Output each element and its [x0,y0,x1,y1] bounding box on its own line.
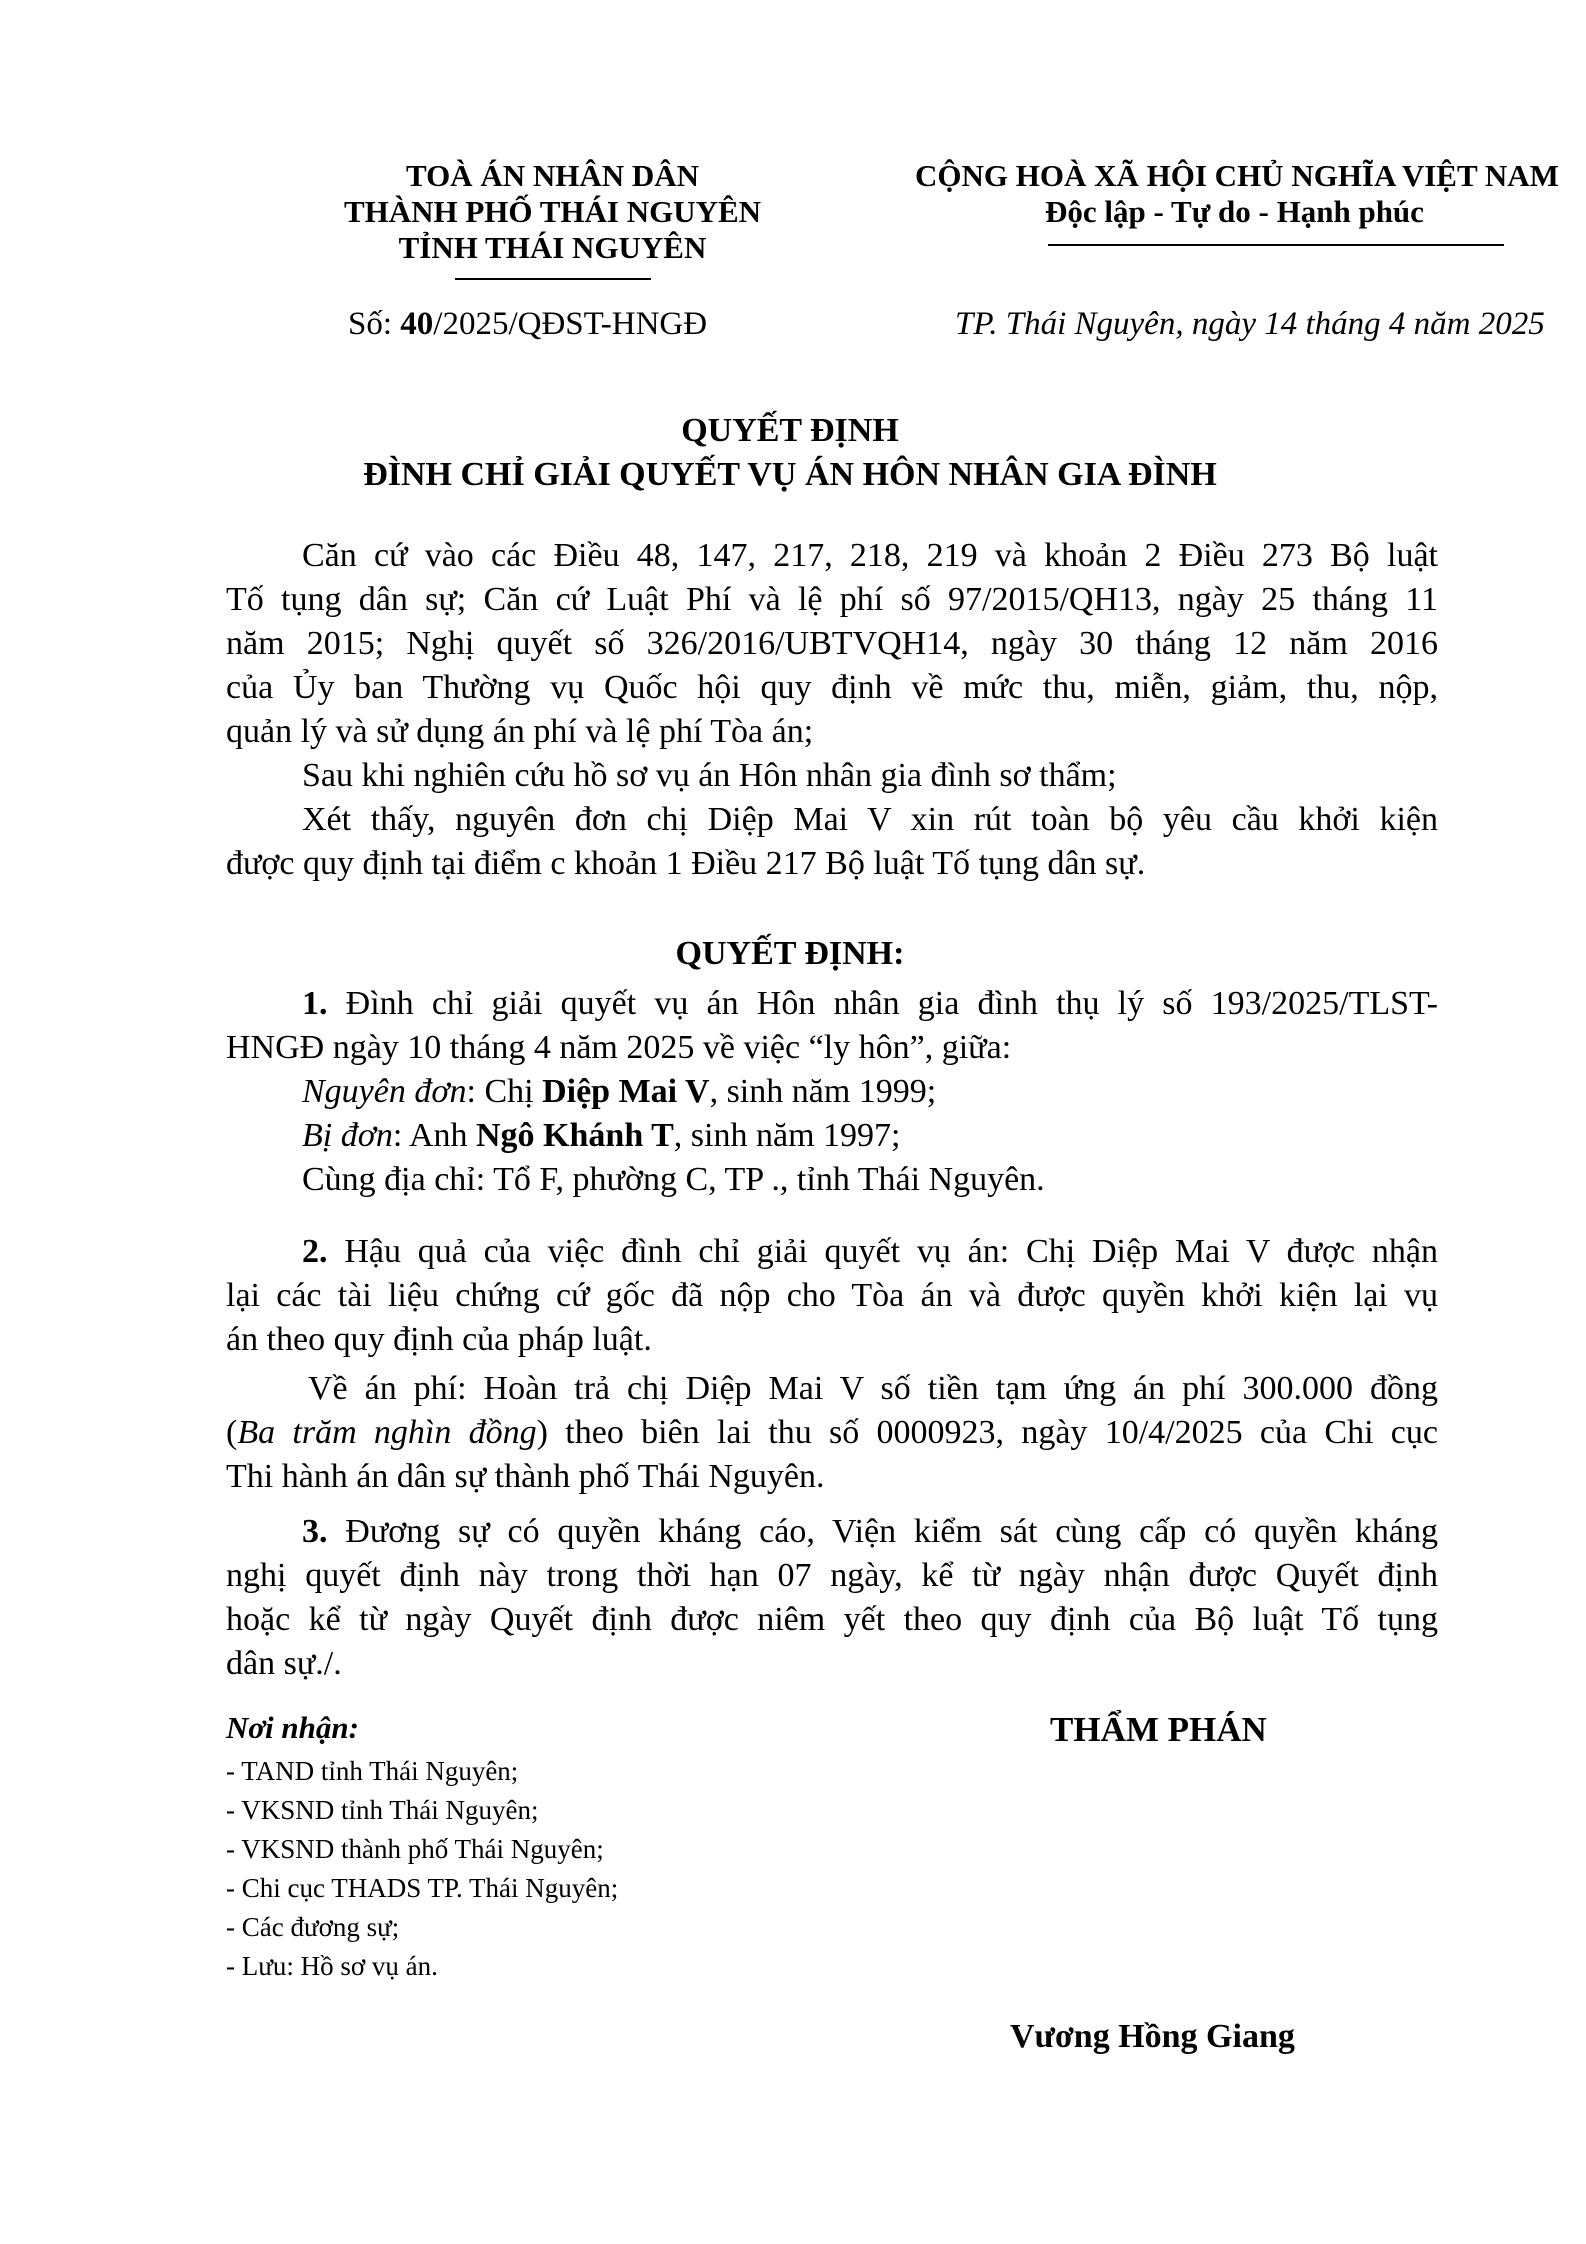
preamble-review: Sau khi nghiên cứu hồ sơ vụ án Hôn nhân gia đình sơ thẩm; [302,757,1117,794]
list-item: - VKSND tỉnh Thái Nguyên; [226,1795,539,1825]
motto-underline [1048,244,1504,246]
list-item: - VKSND thành phố Thái Nguyên; [226,1834,604,1864]
defendant-line: Bị đơn: Anh Ngô Khánh T, sinh năm 1997; [302,1117,901,1154]
preamble-finding: Xét thấy, nguyên đơn chị Diệp Mai V xin rút toàn bộ yêu cầu khởi kiện [302,801,1438,838]
document-subtitle: ĐÌNH CHỈ GIẢI QUYẾT VỤ ÁN HÔN NHÂN GIA ĐÌNH [363,456,1217,493]
court-fee-paragraph: Về án phí: Hoàn trả chị Diệp Mai V số tiền tạm ứng án phí 300.000 đồng (Ba trăm nghìn đồng) theo biên lai thu số 0000923, ngày 10/4/2025 của Chi cục Thi hành án dân sự thành phố Thái Nguyên. [226,1370,1438,1495]
decision-item-3: 3. Đương sự có quyền kháng cáo, Viện kiểm sát cùng cấp có quyền kháng nghị quyết định này trong thời hạn 07 ngày, kể từ ngày nhận được Quyết định hoặc kể từ ngày Quyết định được niêm yết theo quy định của Bộ luật Tố tụng dân sự./. [226,1513,1438,1682]
list-item: - Lưu: Hồ sơ vụ án. [226,1951,438,1981]
decision-number: Số: 40/2025/QĐST-HNGĐ [348,306,708,342]
court-name-line3: TỈNH THÁI NGUYÊN [398,230,707,265]
national-name: CỘNG HOÀ XÃ HỘI CHỦ NGHĨA VIỆT NAM [915,158,1559,193]
list-item: - Chi cục THADS TP. Thái Nguyên; [226,1873,619,1903]
court-name-block [300,158,805,266]
issue-date: TP. Thái Nguyên, ngày 14 tháng 4 năm 2025 [955,306,1545,342]
decision-heading: QUYẾT ĐỊNH: [675,935,905,972]
address-line: Cùng địa chỉ: Tổ F, phường C, TP ., tỉnh Thái Nguyên. [302,1161,1045,1198]
national-motto: Độc lập - Tự do - Hạnh phúc [1045,194,1424,229]
list-item: - Các đương sự; [226,1912,400,1942]
decision-number-value: 40 [400,306,434,342]
court-name-line1: TOÀ ÁN NHÂN DÂN [405,158,700,193]
court-name-underline [455,278,651,280]
plaintiff-line: Nguyên đơn: Chị Diệp Mai V, sinh năm 1999; [302,1073,937,1110]
decision-item-2: 2. Hậu quả của việc đình chỉ giải quyết vụ án: Chị Diệp Mai V được nhận lại các tài liệu chứng cứ gốc đã nộp cho Tòa án và được quyền khởi kiện lại vụ án theo quy định của pháp luật. [226,1233,1438,1358]
list-item: - TAND tỉnh Thái Nguyên; [226,1756,519,1786]
recipients-label: Nơi nhận: [226,1710,359,1745]
signer-name: Vương Hồng Giang [1010,2018,1295,2055]
recipients-list [226,1752,618,1986]
preamble-legal-basis: Căn cứ vào các Điều 48, 147, 217, 218, 219 và khoản 2 Điều 273 Bộ luật Tố tụng dân sự; Căn cứ Luật Phí và lệ phí số 97/2015/QH13, ngày 25 tháng 11 năm 2015; Nghị quyết số 326/2016/UBTVQH14, ngày 30 tháng 12 năm 2016 của Ủy ban Thường vụ Quốc hội quy định về mức thu, miễn, giảm, thu, nộp, quản lý và sử dụng án phí và lệ phí Tòa án; Sau khi nghiên cứu hồ sơ vụ án Hôn nhân gia đình sơ thẩm; Xét thấy, nguyên đơn chị Diệp Mai V xin rút toàn bộ yêu cầu khởi kiện được quy định tại điểm c khoản 1 Điều 217 Bộ luật Tố tụng dân sự. [226,537,1438,882]
national-motto-block [905,158,1585,230]
court-name-line2: THÀNH PHỐ THÁI NGUYÊN [343,194,762,229]
decision-item-1: 1. Đình chỉ giải quyết vụ án Hôn nhân gia đình thụ lý số 193/2025/TLST- HNGĐ ngày 10 tháng 4 năm 2025 về việc “ly hôn”, giữa: Nguyên đơn: Chị Diệp Mai V, sinh năm 1999; Bị đơn: Anh Ngô Khánh T, sinh năm 1997; Cùng địa chỉ: Tổ F, phường C, TP ., tỉnh Thái Nguyên. [226,982,1438,1202]
document-title: QUYẾT ĐỊNH [681,412,899,449]
signer-title: THẨM PHÁN [1050,1710,1267,1749]
plaintiff-name: Diệp Mai V [542,1073,710,1110]
defendant-name: Ngô Khánh T [476,1117,674,1154]
